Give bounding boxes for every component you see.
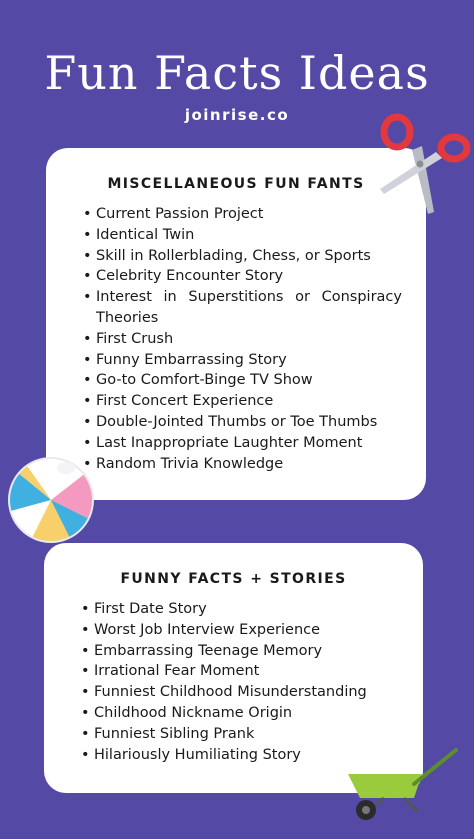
list-item: • Funny Embarrassing Story	[96, 350, 402, 371]
wheelbarrow-icon	[344, 744, 464, 824]
list-item: • Irrational Fear Moment	[94, 661, 399, 682]
list-item: • Celebrity Encounter Story	[96, 266, 402, 287]
list-item: • Current Passion Project	[96, 204, 402, 225]
card-heading: FUNNY FACTS + STORIES	[120, 571, 347, 587]
list-item: • Last Inappropriate Laughter Moment	[96, 433, 402, 454]
page-title: Fun Facts Ideas	[44, 46, 430, 100]
fact-list	[94, 599, 399, 765]
list-item: • Double-Jointed Thumbs or Toe Thumbs	[96, 412, 402, 433]
fact-list	[96, 204, 402, 474]
list-item: • Funniest Childhood Misunderstanding	[94, 682, 399, 703]
list-item: • Identical Twin	[96, 225, 402, 246]
list-item: • Skill in Rollerblading, Chess, or Sports	[96, 246, 402, 267]
list-item: • Worst Job Interview Experience	[94, 620, 399, 641]
beach-ball-icon	[6, 455, 96, 545]
list-item: • First Crush	[96, 329, 402, 350]
list-item: • First Concert Experience	[96, 391, 402, 412]
list-item: • Funniest Sibling Prank	[94, 724, 399, 745]
list-item: • Hilariously Humiliating Story	[94, 745, 399, 766]
list-item: • Embarrassing Teenage Memory	[94, 641, 399, 662]
site-url: joinrise.co	[184, 106, 290, 124]
list-item: • Go-to Comfort-Binge TV Show	[96, 370, 402, 391]
list-item: • Random Trivia Knowledge	[96, 454, 402, 475]
list-item: • First Date Story	[94, 599, 399, 620]
list-item: • Interest in Superstitions or Conspiracy Theories	[96, 287, 402, 329]
list-item: • Childhood Nickname Origin	[94, 703, 399, 724]
scissors-icon	[378, 112, 472, 216]
card-heading: MISCELLANEOUS FUN FANTS	[107, 176, 365, 192]
misc-fun-facts-card	[46, 148, 426, 500]
